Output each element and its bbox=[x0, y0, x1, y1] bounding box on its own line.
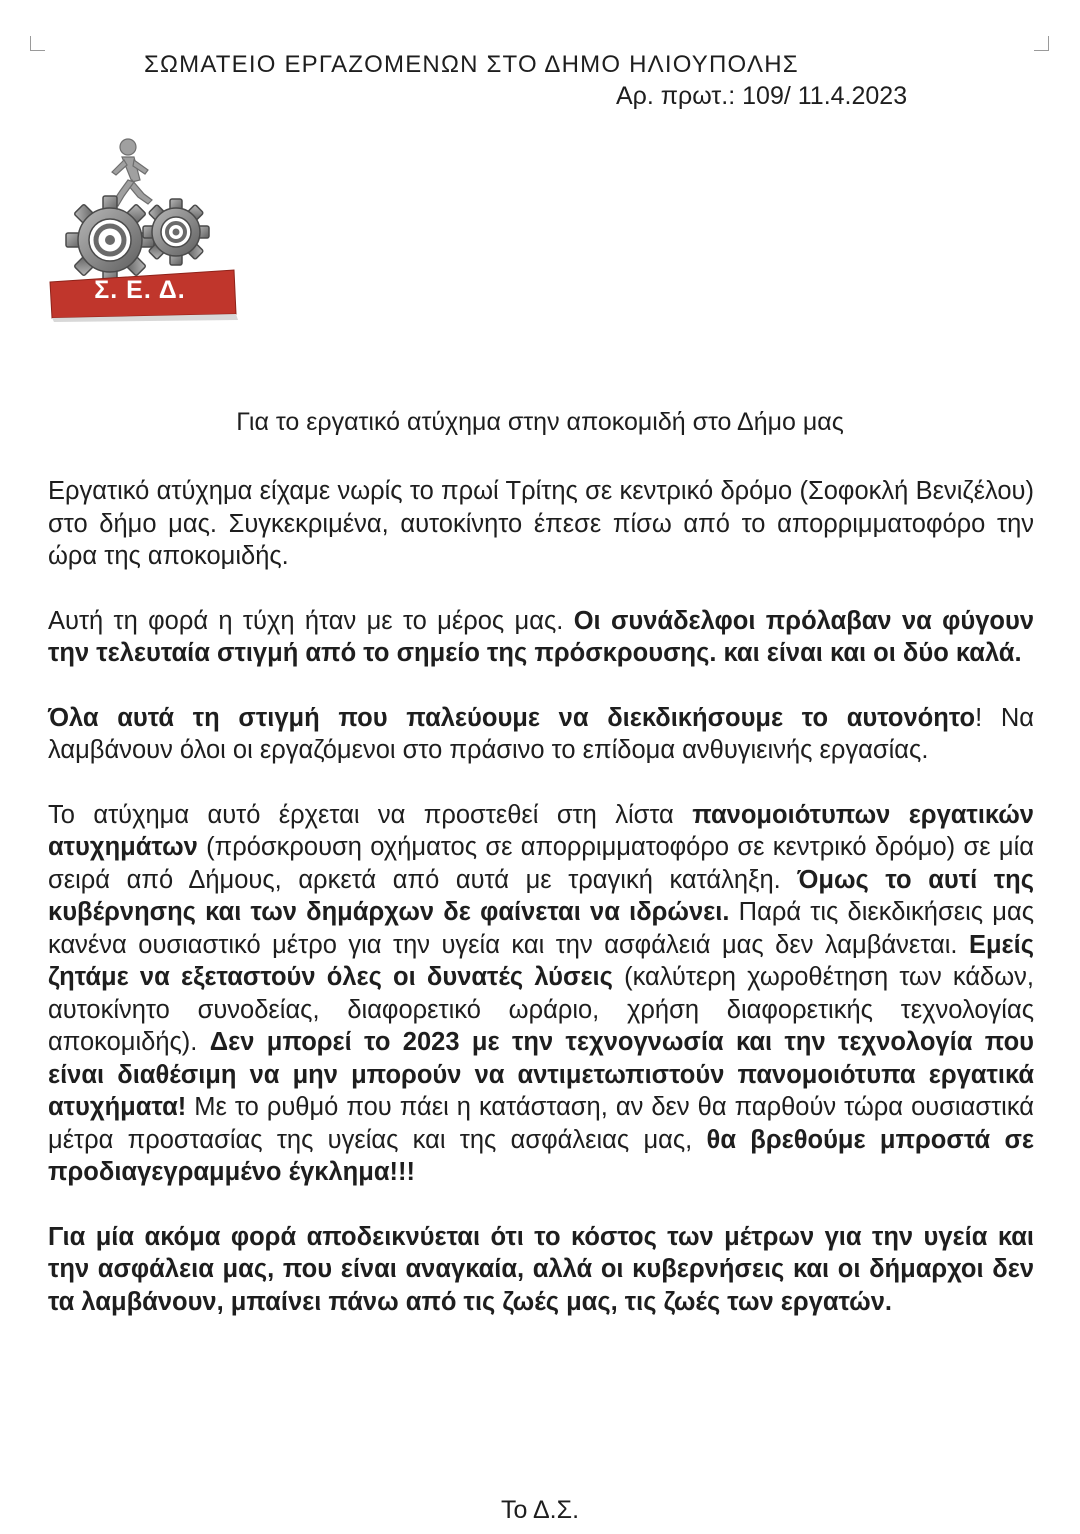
large-gear-icon bbox=[66, 196, 154, 284]
text-segment: (καλύτερη χωροθέτηση των κάδων, αυτοκίνητο συνοδείας, διαφορετικό ωράριο, χρήση διαφορετικής τεχνολογίας αποκομιδής). bbox=[48, 963, 1034, 1056]
organization-name: ΣΩΜΑΤΕΙΟ ΕΡΓΑΖΟΜΕΝΩΝ ΣΤΟ ΔΗΜΟ ΗΛΙΟΥΠΟΛΗΣ bbox=[144, 51, 799, 78]
walking-figure-icon bbox=[112, 139, 152, 206]
bold-text-segment: Εμείς ζητάμε να εξεταστούν όλες οι δυνατές λύσεις bbox=[48, 930, 1034, 991]
bold-text-segment: Οι συνάδελφοι πρόλαβαν να φύγουν την τελευταία στιγμή από το σημείο της πρόσκρουσης. και είναι και οι δύο καλά. bbox=[48, 606, 1034, 667]
bold-text-segment: Δεν μπορεί το 2023 με την τεχνογνωσία και την τεχνολογία που είναι διαθέσιμη να μην μπορούν να αντιμετωπιστούν πανομοιότυπα εργατικά ατυχήματα! bbox=[48, 1028, 1034, 1121]
bold-text-segment: Όμως το αυτί της κυβέρνησης και των δημάρχων δε φαίνεται να ιδρώνει. bbox=[48, 865, 1035, 926]
text-segment: Παρά τις διεκδικήσεις μας κανένα ουσιαστικό μέτρο για την υγεία και την ασφάλειά μας δεν λαμβάνεται. bbox=[48, 898, 1034, 959]
logo-text: Σ. Ε. Δ. bbox=[94, 276, 186, 304]
union-logo bbox=[48, 136, 240, 322]
document-title: Για το εργατικό ατύχημα στην αποκομιδή στο Δήμο μας bbox=[236, 408, 844, 436]
signature: Το Δ.Σ. bbox=[500, 1496, 580, 1524]
text-segment: Αυτή τη φορά η τύχη ήταν με το μέρος μας. bbox=[48, 606, 574, 635]
paragraph-2 bbox=[48, 605, 1034, 670]
page-corner-mark-left bbox=[30, 36, 45, 51]
bold-text-segment: Όλα αυτά τη στιγμή που παλεύουμε να διεκδικήσουμε το αυτονόητο bbox=[48, 703, 976, 732]
bold-text-segment: πανομοιότυπων εργατικών ατυχημάτων bbox=[48, 800, 1034, 861]
text-segment: Εργατικό ατύχημα είχαμε νωρίς το πρωί Τρίτης σε κεντρικό δρόμο (Σοφοκλή Βενιζέλου) στο δήμο μας. Συγκεκριμένα, αυτοκίνητο έπεσε πίσω από το απορριμματοφόρο την ώρα της αποκομιδής. bbox=[48, 477, 1034, 570]
paragraph-3 bbox=[48, 702, 1034, 767]
small-gear-icon bbox=[143, 199, 209, 265]
text-segment: Το ατύχημα αυτό έρχεται να προστεθεί στη λίστα bbox=[48, 800, 693, 829]
paragraph-4 bbox=[48, 799, 1034, 1189]
text-segment: (πρόσκρουση οχήματος σε απορριμματοφόρο σε κεντρικό δρόμο) σε μία σειρά από Δήμους, αρκετά από αυτά με τραγική κατάληξη. bbox=[48, 833, 1034, 894]
text-segment: Με το ρυθμό που πάει η κατάσταση, αν δεν θα παρθούν τώρα ουσιαστικά μέτρα προστασίας της υγείας και της ασφάλειας μας, bbox=[48, 1093, 1034, 1154]
reference-number: Αρ. πρωτ.: 109/ 11.4.2023 bbox=[616, 82, 908, 110]
closing-paragraph: Για μία ακόμα φορά αποδεικνύεται ότι το κόστος των μέτρων για την υγεία και την ασφάλεια μας, που είναι αναγκαία, αλλά οι κυβερνήσεις και οι δήμαρχοι δεν τα λαμβάνουν, μπαίνει πάνω από τις ζωές μας, τις ζωές των εργατών. bbox=[48, 1222, 1034, 1316]
text-segment: ! Να λαμβάνουν όλοι οι εργαζόμενοι στο πράσινο το επίδομα ανθυγιεινής εργασίας. bbox=[48, 703, 1034, 764]
paragraph-1 bbox=[48, 475, 1034, 573]
bold-text-segment: θα βρεθούμε μπροστά σε προδιαγεγραμμένο έγκλημα!!! bbox=[48, 1125, 1034, 1186]
page-corner-mark-right bbox=[1034, 36, 1049, 51]
document-body bbox=[48, 475, 1034, 1350]
